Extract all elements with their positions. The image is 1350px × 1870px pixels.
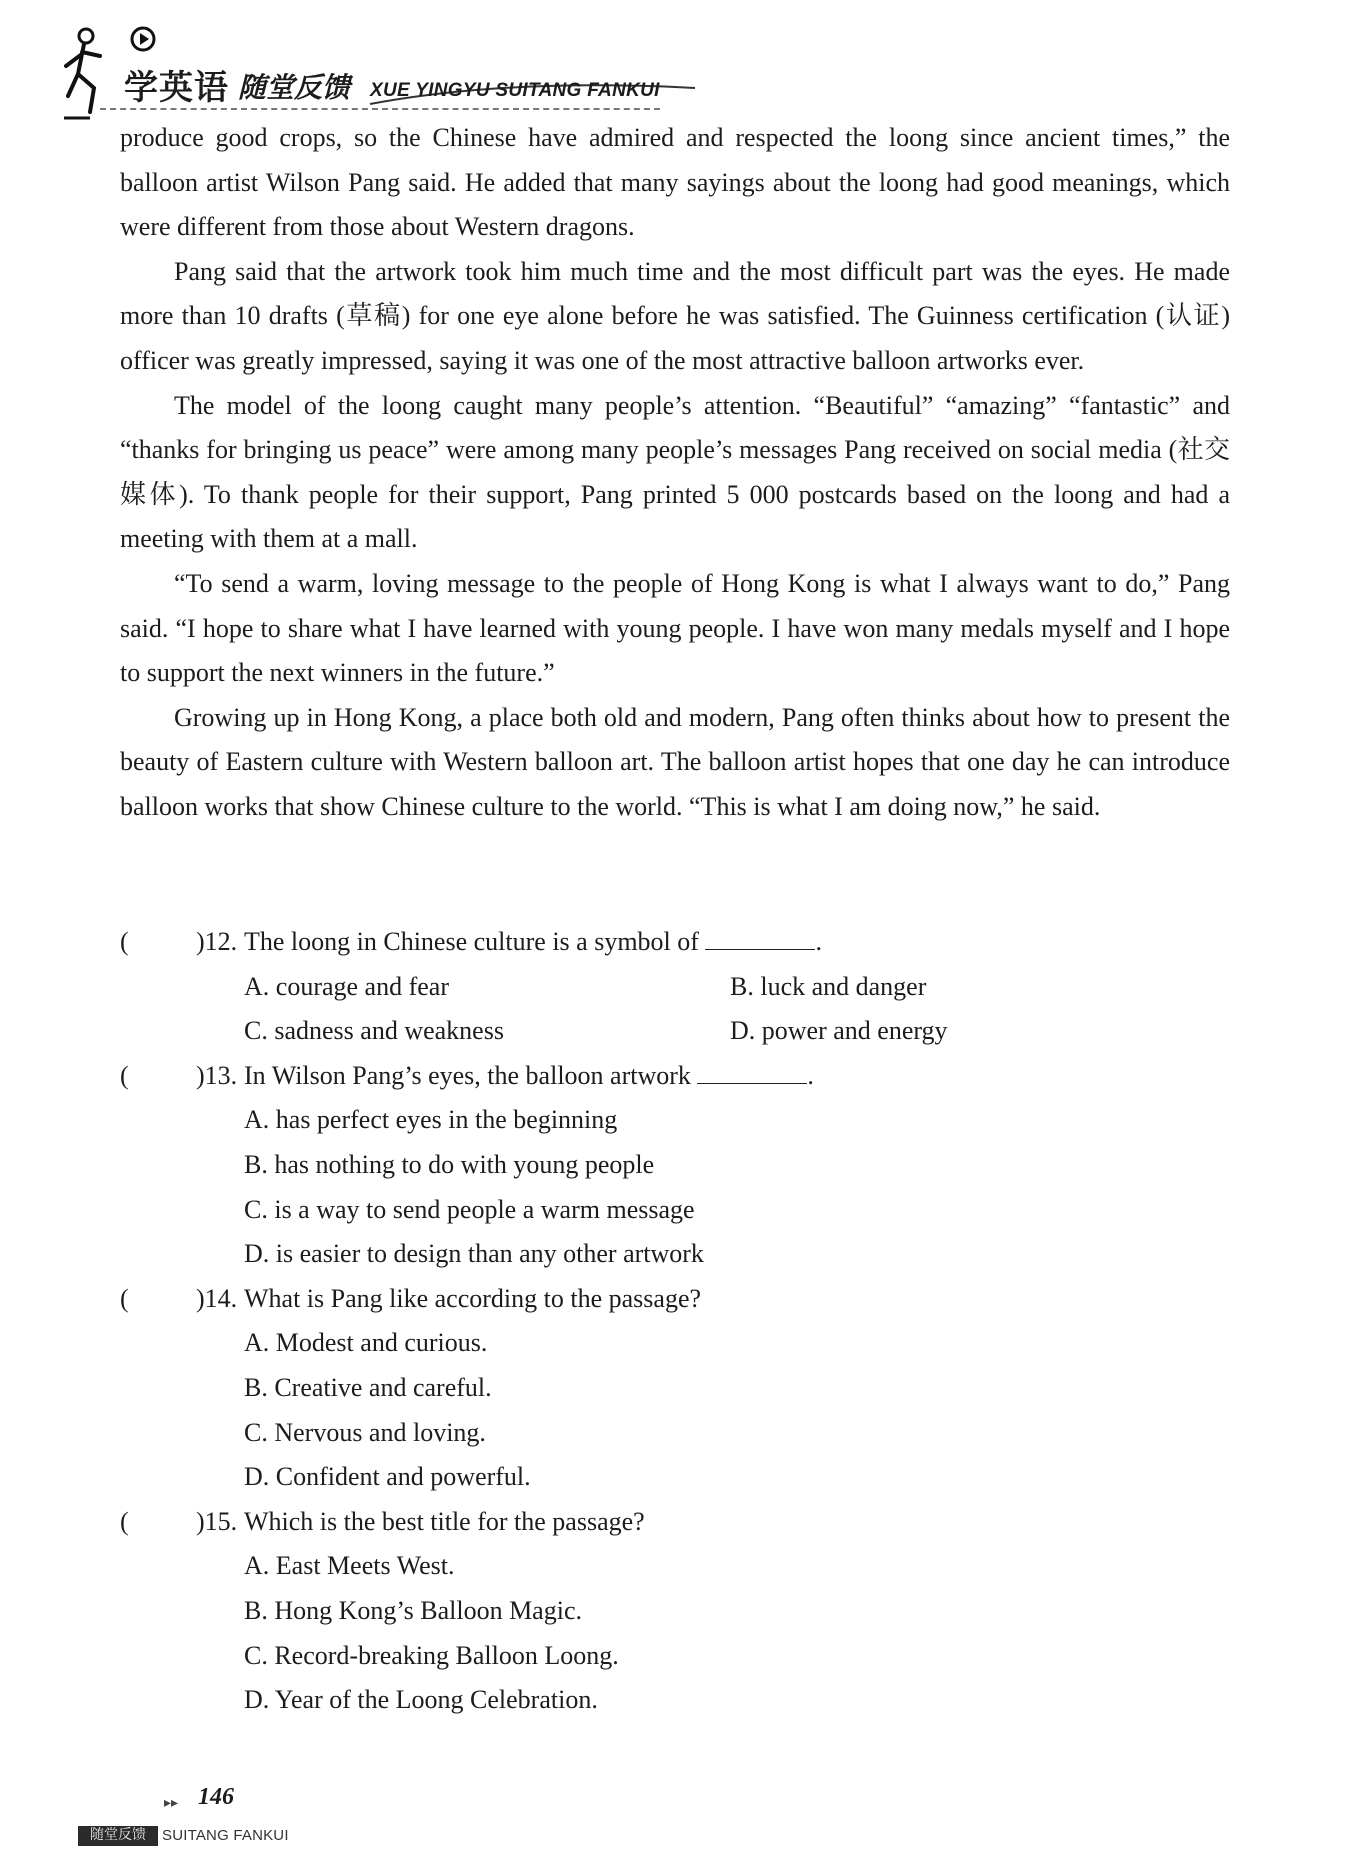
double-arrow-icon: ▸▸	[164, 1794, 179, 1810]
page-footer	[78, 1780, 438, 1850]
play-icon	[130, 26, 156, 52]
option-d[interactable]: D. Year of the Loong Celebration.	[244, 1685, 598, 1715]
option-d[interactable]: D. power and energy	[730, 1016, 948, 1046]
passage-paragraph-2: Pang said that the artwork took him much time and the most difficult part was the eyes. He made more than 10 drafts (草稿) for one eye alone before he was satisfied. The Guinness certification (认证) officer was greatly impressed, saying it was one of the most attractive balloon artworks ever.	[120, 256, 1230, 375]
question-15	[120, 1500, 1230, 1545]
option-b[interactable]: B. Creative and careful.	[244, 1372, 492, 1402]
question-13	[120, 1054, 1230, 1099]
option-d[interactable]: D. is easier to design than any other artwork	[244, 1239, 704, 1269]
options-row	[120, 965, 1230, 1010]
option-row	[120, 1366, 1230, 1411]
option-b[interactable]: B. has nothing to do with young people	[244, 1149, 655, 1179]
option-row	[120, 1678, 1230, 1723]
answer-paren[interactable]: (	[120, 927, 129, 956]
option-row	[120, 1589, 1230, 1634]
option-row	[120, 1143, 1230, 1188]
question-14	[120, 1277, 1230, 1322]
option-row	[120, 1232, 1230, 1277]
question-list	[120, 920, 1230, 1723]
answer-blank	[697, 1055, 807, 1084]
answer-paren[interactable]: (	[120, 1506, 129, 1536]
option-row	[120, 1411, 1230, 1456]
passage-paragraph-5: Growing up in Hong Kong, a place both old and modern, Pang often thinks about how to present the beauty of Eastern culture with Western balloon art. The balloon artist hopes that one day he can introduce balloon works that show Chinese culture to the world. “This is what I am doing now,” he said.	[120, 702, 1230, 821]
option-a[interactable]: A. East Meets West.	[244, 1551, 455, 1581]
answer-paren[interactable]: (	[120, 1060, 129, 1090]
option-row	[120, 1098, 1230, 1143]
option-c[interactable]: C. Nervous and loving.	[244, 1417, 486, 1447]
question-12	[120, 920, 1230, 965]
header-divider	[100, 108, 660, 110]
option-d[interactable]: D. Confident and powerful.	[244, 1462, 531, 1492]
brand-subtitle-cn: 随堂反馈	[238, 73, 351, 104]
answer-paren[interactable]: (	[120, 1283, 129, 1313]
option-c[interactable]: C. is a way to send people a warm message	[244, 1194, 695, 1224]
page-number: 146	[198, 1784, 234, 1810]
option-row	[120, 1455, 1230, 1500]
option-c[interactable]: C. sadness and weakness	[244, 1016, 504, 1046]
answer-blank	[705, 921, 815, 950]
passage-paragraph-3: The model of the loong caught many people’s attention. “Beautiful” “amazing” “fantastic” and “thanks for bringing us peace” were among many people’s messages Pang received on social media (社交媒体). To thank people for their support, Pang printed 5 000 postcards based on the loong and had a meeting with them at a mall.	[120, 390, 1230, 554]
brand-title-cn: 学英语	[124, 70, 229, 107]
option-b[interactable]: B. luck and danger	[730, 971, 927, 1001]
question-number: )12.	[196, 927, 238, 956]
page-header	[60, 22, 660, 122]
option-row	[120, 1634, 1230, 1679]
brand-title-en: XUE YINGYU SUITANG FANKUI	[370, 80, 660, 101]
option-b[interactable]: B. Hong Kong’s Balloon Magic.	[244, 1595, 582, 1625]
question-stem: Which is the best title for the passage?	[244, 1506, 645, 1536]
footer-label-cn: 随堂反馈	[78, 1826, 158, 1846]
option-row	[120, 1321, 1230, 1366]
option-a[interactable]: A. Modest and curious.	[244, 1328, 488, 1358]
question-number: )13.	[196, 1060, 238, 1090]
option-a[interactable]: A. has perfect eyes in the beginning	[244, 1105, 618, 1135]
question-number: )14.	[196, 1283, 238, 1313]
footer-label-en: SUITANG FANKUI	[162, 1827, 289, 1844]
reading-passage	[120, 116, 1230, 830]
option-a[interactable]: A. courage and fear	[244, 971, 449, 1001]
option-row	[120, 1544, 1230, 1589]
options-row	[120, 1009, 1230, 1054]
question-stem: In Wilson Pang’s eyes, the balloon artwork .	[244, 1054, 814, 1099]
passage-paragraph-1: produce good crops, so the Chinese have admired and respected the loong since ancient times,” the balloon artist Wilson Pang said. He added that many sayings about the loong had good meanings, which were different from those about Western dragons.	[120, 123, 1230, 242]
option-row	[120, 1188, 1230, 1233]
option-c[interactable]: C. Record-breaking Balloon Loong.	[244, 1640, 619, 1670]
passage-paragraph-4: “To send a warm, loving message to the people of Hong Kong is what I always want to do,” Pang said. “I hope to share what I have learned with young people. I have won many medals myself and I hope to support the next winners in the future.”	[120, 568, 1230, 688]
question-stem: The loong in Chinese culture is a symbol of .	[244, 920, 822, 965]
question-stem: What is Pang like according to the passage?	[244, 1283, 702, 1313]
question-number: )15.	[196, 1506, 238, 1536]
